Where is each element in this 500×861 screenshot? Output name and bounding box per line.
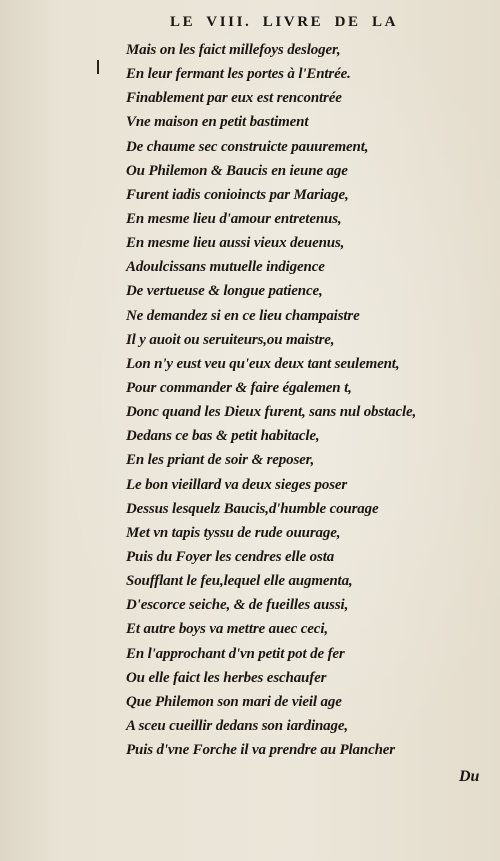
verse-line: Vne maison en petit bastiment [126, 114, 309, 131]
verse-line: Dessus lesquelz Baucis,d'humble courage [126, 500, 379, 517]
verse-line: Mais on les faict millefoys desloger, [126, 42, 341, 58]
verse-line: A sceu cueillir dedans son iardinage, [126, 717, 348, 734]
verse-line: Pour commander & faire égalemen t, [126, 379, 352, 396]
verse-line: Met vn tapis tyssu de rude ouurage, [126, 524, 341, 541]
verse-line: Que Philemon son mari de vieil age [126, 693, 342, 710]
verse-line: D'escorce seiche, & de fueilles aussi, [126, 597, 349, 614]
verse-line: Puis du Foyer les cendres elle osta [126, 548, 335, 565]
verse-line: Soufflant le feu,lequel elle augmenta, [126, 573, 353, 590]
margin-mark [97, 60, 99, 74]
verse-line: Ou elle faict les herbes eschaufer [126, 669, 327, 686]
verse-line: En l'approchant d'vn petit pot de fer [126, 645, 345, 662]
verse-line: Donc quand les Dieux furent, sans nul obstacle, [126, 404, 417, 421]
verse-line: En mesme lieu d'amour entretenus, [126, 210, 342, 227]
verse-line: Lon n'y eust veu qu'eux deux tant seulement, [126, 355, 400, 372]
catchword: Du [459, 768, 480, 785]
verse-line: Adoulcissans mutuelle indigence [126, 259, 325, 276]
verse-line: Ne demandez si en ce lieu champaistre [126, 307, 360, 324]
verse-line: Furent iadis conioincts par Mariage, [126, 186, 349, 203]
verse-line: Finablement par eux est rencontrée [126, 90, 342, 107]
verse-line: De chaume sec construicte pauurement, [126, 138, 369, 155]
verse-line: Le bon vieillard va deux sieges poser [126, 476, 348, 493]
verse-line: De vertueuse & longue patience, [126, 283, 323, 300]
verse-line: En mesme lieu aussi vieux deuenus, [126, 235, 345, 252]
running-head: LE VIII. LIVRE DE LA [170, 14, 399, 30]
verse-line: Puis d'vne Forche il va prendre au Plancher [126, 742, 395, 759]
verse-line: Il y auoit ou seruiteurs,ou maistre, [126, 331, 335, 348]
verse-line: Ou Philemon & Baucis en ieune age [126, 162, 348, 179]
verse-line: En les priant de soir & reposer, [126, 452, 315, 469]
verse-block [126, 38, 416, 762]
verse-line: Et autre boys va mettre auec ceci, [126, 621, 328, 638]
verse-line: Dedans ce bas & petit habitacle, [126, 428, 320, 445]
verse-line: En leur fermant les portes à l'Entrée. [126, 66, 351, 83]
